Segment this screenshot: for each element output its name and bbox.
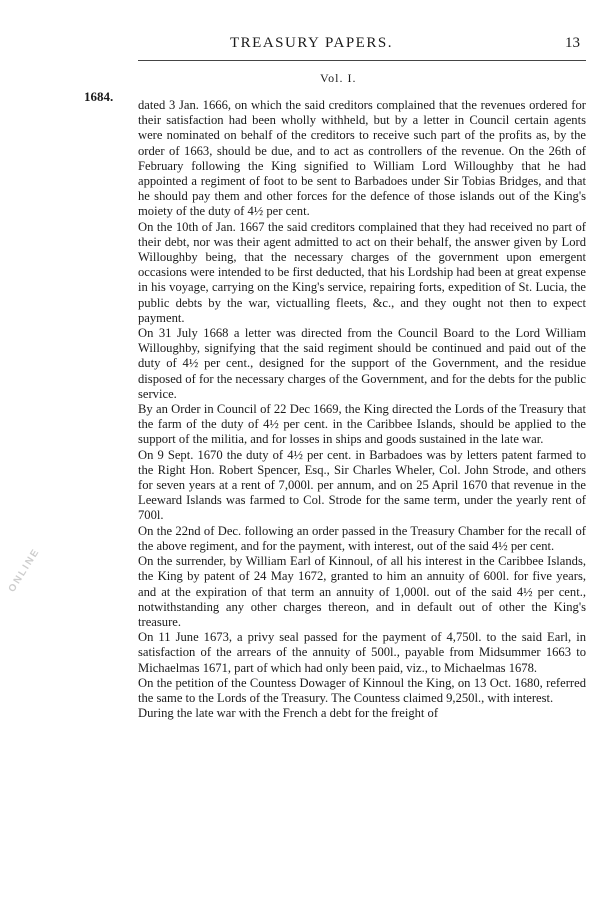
watermark-stamp: ONLINE <box>6 546 43 595</box>
paragraph: On 11 June 1673, a privy seal passed for the payment of 4,750l. to the said Earl, in satisfaction of the arrears of the annuity of 500l., payable from Midsummer 1663 to Michaelmas 1671, part of which had only been paid, viz., to Michaelmas 1678. <box>138 630 586 675</box>
paragraph: On 31 July 1668 a letter was directed from the Council Board to the Lord William Willoughby, signifying that the said regiment should be continued and paid out of the duty of 4½ per cent., designed for the support of the Government, and the residue disposed of for the necessary charges of the Government, and for the debts for the public service. <box>138 326 586 401</box>
paragraph: During the late war with the French a debt for the freight of <box>138 706 439 721</box>
header-rule <box>138 60 586 61</box>
paragraph: On the 10th of Jan. 1667 the said creditors complained that they had received no part of their debt, nor was their agent admitted to act on their behalf, the answer given by Lord Willoughby being, that the necessary charges of the government upon emergent occasions were intended to be first deducted, that his Lordship had been at great expense in his voyage, carrying on the King's service, repairing forts, expedition of St. Lucia, the public debts by the war, victualling fleets, &c., and they ought not then to expect payment. <box>138 219 586 325</box>
paragraph: dated 3 Jan. 1666, on which the said creditors complained that the revenues ordered for their satisfaction had been wholly withheld, but by a letter in Council certain agents were nominated on behalf of the creditors to receive such part of the profits as, by the order of 1663, should be due, and to act as controllers of the revenue. On the 26th of February following the King signified to William Lord Willoughby that he had appointed a regiment of foot to be sent to Barbadoes under Sir Tobias Bridges, and that he should pay them and other forces for the defence of those islands out of the King's moiety of the duty of 4½ per cent. <box>138 98 586 219</box>
running-head-title: TREASURY PAPERS. <box>230 35 393 51</box>
paragraph: On the 22nd of Dec. following an order passed in the Treasury Chamber for the recall of the above regiment, and for the payment, with interest, out of the said 4½ per cent. <box>138 523 586 553</box>
page-number: 13 <box>565 35 580 51</box>
document-body <box>138 98 586 721</box>
paragraph: On the petition of the Countess Dowager of Kinnoul the King, on 13 Oct. 1680, referred the same to the Lords of the Treasury. The Countess claimed 9,250l., with interest. <box>138 675 586 705</box>
margin-year: 1684. <box>84 89 114 104</box>
paragraph: On 9 Sept. 1670 the duty of 4½ per cent. in Barbadoes was by letters patent farmed to the Right Hon. Robert Spencer, Esq., Sir Charles Wheler, Col. John Strode, and others for seven years at a rent of 7,000l. per annum, and on 25 April 1670 that revenue in the Leeward Islands was farmed to Col. Strode for the same term, under the yearly rent of 700l. <box>138 447 586 523</box>
paragraph: On the surrender, by William Earl of Kinnoul, of all his interest in the Caribbee Islands, the King by patent of 24 May 1672, granted to him an annuity of 600l. for five years, and at the expiration of that term an annuity of 1,000l. out of the said 4½ per cent., notwithstanding any other charges thereon, and in default out of other the King's treasure. <box>138 554 586 629</box>
volume-label: Vol. I. <box>320 71 357 85</box>
paragraph: By an Order in Council of 22 Dec 1669, the King directed the Lords of the Treasury that the farm of the duty of 4½ per cent. in the Caribbee Islands, should be applied to the support of the militia, and for losses in ships and goods sustained in the late war. <box>138 402 586 447</box>
